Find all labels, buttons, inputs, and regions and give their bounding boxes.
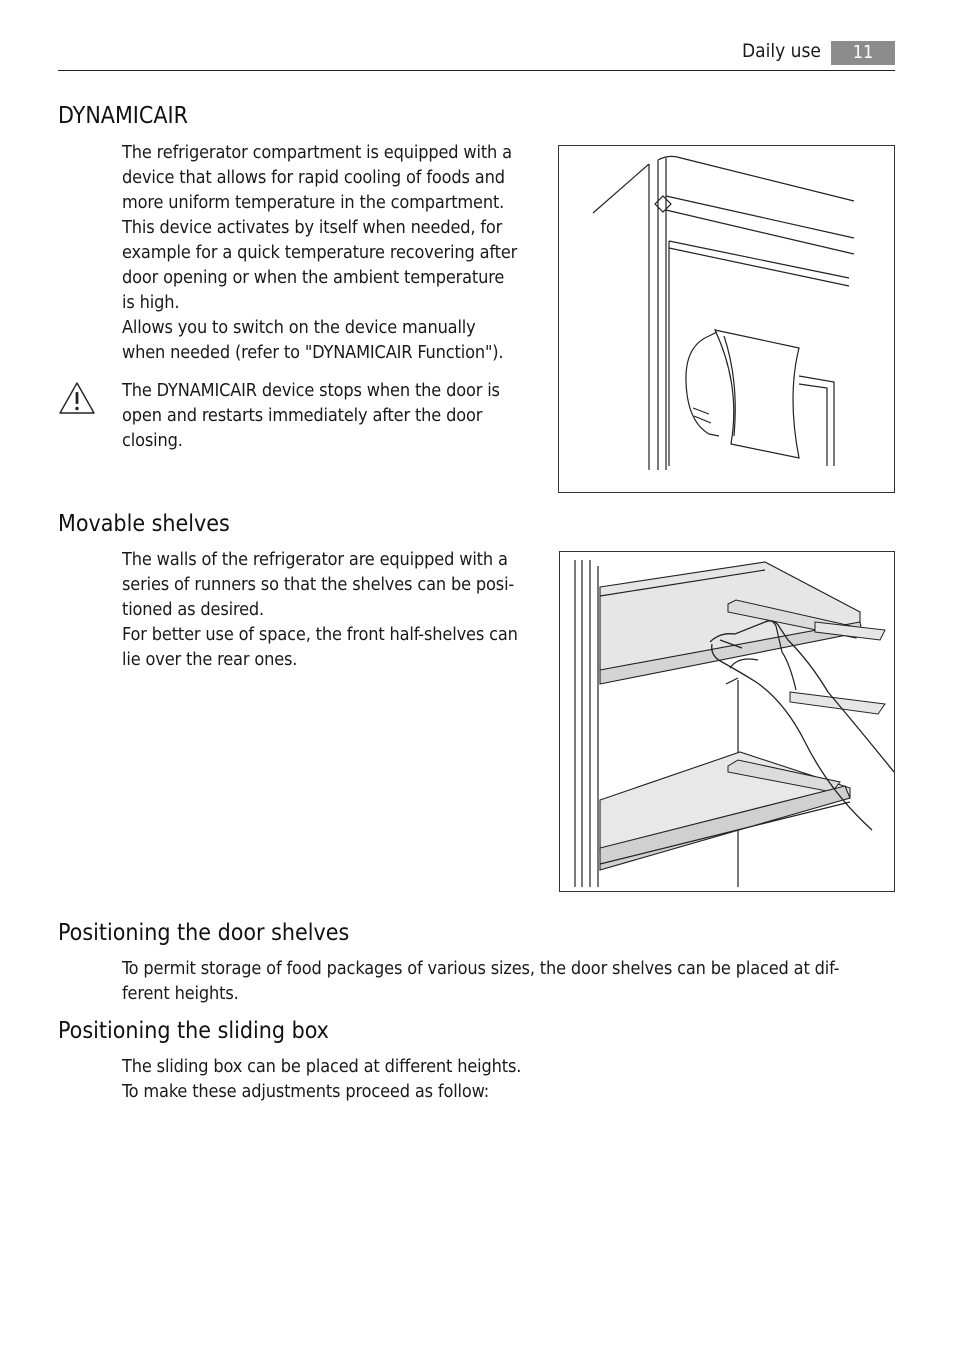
movable-shelves-illustration: [559, 551, 895, 892]
dynamicair-heading: DYNAMICAIR: [58, 103, 188, 129]
page-number: 11: [831, 41, 895, 65]
door-shelves-body: To permit storage of food packages of various sizes, the door shelves can be placed at dif- ferent heights.: [122, 958, 840, 1004]
dynamicair-body: The refrigerator compartment is equipped with a device that allows for rapid cooling of foods and more uniform temperature in the compartment. This device activates by itself when needed, for example for a quick temperature recovering after door opening or when the ambient temperature is high. Allows you to switch on the device manually when needed (refer to "DYNAMICAIR Function").: [122, 142, 518, 363]
header-rule: [58, 70, 895, 71]
movable-shelves-heading: Movable shelves: [58, 511, 230, 537]
sliding-box-heading: Positioning the sliding box: [58, 1018, 329, 1044]
header-section-label: Daily use: [742, 40, 821, 62]
sliding-box-body: The sliding box can be placed at different heights. To make these adjustments proceed as follow:: [122, 1056, 522, 1102]
movable-shelves-body: The walls of the refrigerator are equipped with a series of runners so that the shelves can be posi- tioned as desired. For better use of space, the front half-shelves can lie over the rear ones.: [122, 549, 518, 670]
dynamicair-warning-text: The DYNAMICAIR device stops when the door is open and restarts immediately after the door closing.: [122, 380, 500, 451]
dynamicair-device-illustration: [558, 145, 895, 493]
door-shelves-heading: Positioning the door shelves: [58, 920, 350, 946]
warning-triangle-icon: [58, 380, 96, 416]
